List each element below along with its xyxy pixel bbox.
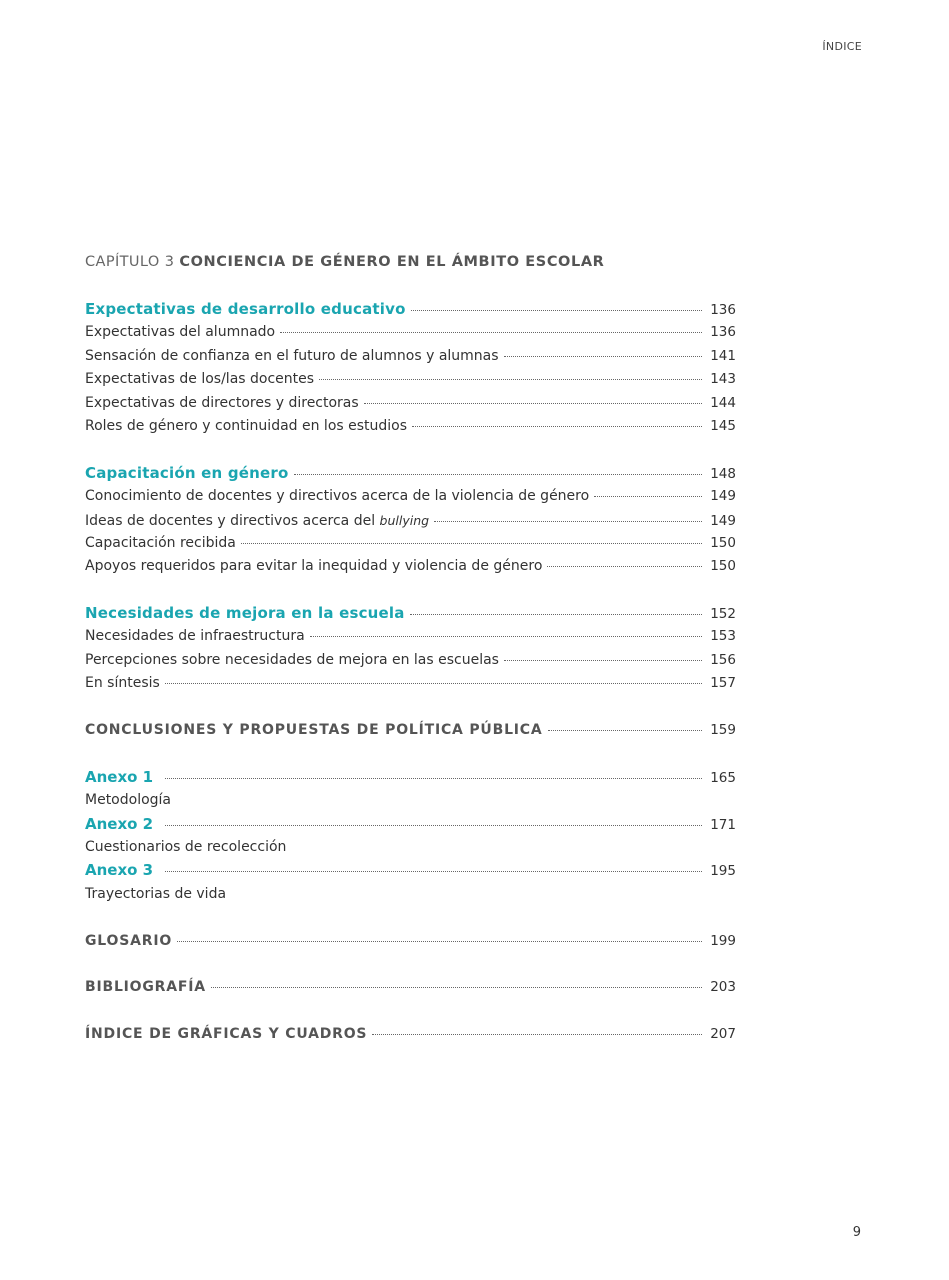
toc-entry-title <box>85 509 429 533</box>
toc-entry[interactable] <box>85 392 736 415</box>
toc-group <box>85 719 736 742</box>
toc-entry[interactable] <box>85 859 736 882</box>
chapter-heading <box>85 254 604 270</box>
toc-entry[interactable] <box>85 321 736 344</box>
dot-leader <box>547 566 702 567</box>
page-number: 9 <box>852 1225 861 1240</box>
toc-entry[interactable] <box>85 1023 736 1046</box>
toc-page-number: 156 <box>710 651 736 668</box>
toc-page-number: 207 <box>710 1026 736 1043</box>
toc-entry-title <box>85 602 405 625</box>
toc-page-number: 143 <box>710 371 736 388</box>
toc-entry-text: Sensación de confianza en el futuro de alumnos y alumnas <box>85 347 499 364</box>
dot-leader <box>165 683 702 684</box>
dot-leader <box>165 825 702 826</box>
toc-entry[interactable] <box>85 368 736 391</box>
toc-entry-text: Expectativas de los/las docentes <box>85 371 315 388</box>
toc-page-number: 148 <box>710 465 736 482</box>
toc-page-number: 157 <box>710 675 736 692</box>
dot-leader <box>165 871 702 872</box>
toc-group <box>85 602 736 696</box>
toc-page-number: 203 <box>710 979 736 996</box>
dot-leader <box>504 660 702 661</box>
toc-entry-text: Anexo 1 <box>85 767 154 786</box>
dot-leader <box>211 987 702 988</box>
toc-entry[interactable] <box>85 602 736 625</box>
dot-leader <box>177 941 702 942</box>
toc-entry[interactable] <box>85 836 736 859</box>
toc-entry-text: Trayectorias de vida <box>85 885 227 902</box>
toc-group <box>85 462 736 579</box>
toc-page-number: 159 <box>710 722 736 739</box>
dot-leader <box>310 636 702 637</box>
toc-page-number: 150 <box>710 534 736 551</box>
toc-entry-italic: bullying <box>379 512 430 528</box>
running-header: ÍNDICE <box>822 40 862 53</box>
toc-entry-text: Conocimiento de docentes y directivos acerca de la violencia de género <box>85 488 590 505</box>
toc-entry[interactable] <box>85 298 736 321</box>
toc-entry-title <box>85 392 359 415</box>
toc-entry-text: Expectativas del alumnado <box>85 324 276 341</box>
toc-entry-title <box>85 883 226 906</box>
toc-entry[interactable] <box>85 883 736 906</box>
toc-entry-title <box>85 485 589 508</box>
toc-entry-title <box>85 766 153 789</box>
toc-page-number: 153 <box>710 628 736 645</box>
chapter-title: CONCIENCIA DE GÉNERO EN EL ÁMBITO ESCOLAR <box>179 254 605 270</box>
dot-leader <box>364 403 702 404</box>
toc-entry[interactable] <box>85 555 736 578</box>
toc-entry[interactable] <box>85 485 736 508</box>
toc-entry-title <box>85 368 314 391</box>
toc-page-number: 141 <box>710 347 736 364</box>
toc-entry[interactable] <box>85 719 736 742</box>
toc-entry[interactable] <box>85 345 736 368</box>
toc-entry-title <box>85 625 305 648</box>
toc-entry-text: Apoyos requeridos para evitar la inequidad y violencia de género <box>85 558 543 575</box>
toc-entry-text: Anexo 2 <box>85 814 154 833</box>
toc-entry-title <box>85 415 407 438</box>
toc-entry-text: Necesidades de mejora en la escuela <box>85 604 405 623</box>
toc-entry-title <box>85 345 499 368</box>
dot-leader <box>504 356 702 357</box>
toc-entry[interactable] <box>85 976 736 999</box>
dot-leader <box>434 521 702 522</box>
dot-leader <box>410 614 702 615</box>
toc-group <box>85 766 736 906</box>
toc-entry[interactable] <box>85 672 736 695</box>
toc-entry-title <box>85 813 153 836</box>
toc-entry-text: Capacitación en género <box>85 463 289 482</box>
toc-group <box>85 1023 736 1046</box>
toc-page-number: 165 <box>710 769 736 786</box>
toc-entry[interactable] <box>85 532 736 555</box>
dot-leader <box>319 379 702 380</box>
toc-entry-text: GLOSARIO <box>85 932 173 949</box>
toc-page-number: 145 <box>710 417 736 434</box>
toc-page-number: 136 <box>710 324 736 341</box>
toc-page-number: 136 <box>710 302 736 318</box>
toc-entry-title <box>85 976 206 999</box>
toc-entry[interactable] <box>85 625 736 648</box>
toc-entry-title <box>85 1023 367 1046</box>
dot-leader <box>548 730 702 731</box>
toc-entry-text: CONCLUSIONES Y PROPUESTAS DE POLÍTICA PÚBLICA <box>85 722 543 739</box>
toc-entry[interactable] <box>85 415 736 438</box>
dot-leader <box>280 332 702 333</box>
toc-entry-title <box>85 321 275 344</box>
toc-entry-text: En síntesis <box>85 675 160 692</box>
dot-leader <box>412 426 702 427</box>
toc-entry[interactable] <box>85 789 736 812</box>
dot-leader <box>165 778 702 779</box>
table-of-contents <box>85 298 736 1070</box>
dot-leader <box>594 496 702 497</box>
toc-group <box>85 976 736 999</box>
toc-entry-text: Expectativas de directores y directoras <box>85 394 359 411</box>
toc-entry-text: Metodología <box>85 792 172 809</box>
toc-entry[interactable] <box>85 813 736 836</box>
toc-entry-text: Ideas de docentes y directivos acerca del <box>85 512 376 529</box>
toc-entry-title <box>85 298 406 321</box>
toc-page-number: 195 <box>710 863 736 880</box>
chapter-prefix: CAPÍTULO 3 <box>85 254 175 270</box>
dot-leader <box>241 543 702 544</box>
toc-page-number: 171 <box>710 816 736 833</box>
toc-page-number: 149 <box>710 488 736 505</box>
toc-entry-text: Capacitación recibida <box>85 534 236 551</box>
toc-entry-title <box>85 836 286 859</box>
toc-entry-text: Percepciones sobre necesidades de mejora en las escuelas <box>85 651 499 668</box>
toc-entry-title <box>85 789 171 812</box>
toc-group <box>85 930 736 953</box>
dot-leader <box>372 1034 702 1035</box>
toc-entry-title <box>85 555 542 578</box>
toc-entry-text: Roles de género y continuidad en los estudios <box>85 417 408 434</box>
toc-entry-text: Expectativas de desarrollo educativo <box>85 300 406 318</box>
dot-leader <box>411 310 702 311</box>
toc-page-number: 199 <box>710 932 736 949</box>
toc-entry-title <box>85 719 543 742</box>
toc-entry[interactable] <box>85 649 736 672</box>
toc-entry-title <box>85 462 289 485</box>
toc-entry-text: Anexo 3 <box>85 861 154 880</box>
toc-entry-text: ÍNDICE DE GRÁFICAS Y CUADROS <box>85 1026 368 1043</box>
toc-page-number: 150 <box>710 558 736 575</box>
toc-entry-title <box>85 859 153 882</box>
toc-entry-text: BIBLIOGRAFÍA <box>85 979 206 996</box>
toc-group <box>85 298 736 438</box>
toc-entry-title <box>85 672 160 695</box>
toc-entry-title <box>85 930 172 953</box>
toc-entry-title <box>85 532 236 555</box>
toc-entry[interactable] <box>85 509 736 532</box>
toc-entry-title <box>85 649 499 672</box>
toc-entry-text: Cuestionarios de recolección <box>85 838 287 855</box>
toc-page-number: 144 <box>710 394 736 411</box>
toc-entry[interactable] <box>85 462 736 485</box>
toc-entry[interactable] <box>85 766 736 789</box>
toc-page-number: 149 <box>710 512 736 529</box>
toc-entry[interactable] <box>85 930 736 953</box>
toc-page-number: 152 <box>710 606 736 623</box>
dot-leader <box>294 474 703 475</box>
toc-entry-text: Necesidades de infraestructura <box>85 628 305 645</box>
